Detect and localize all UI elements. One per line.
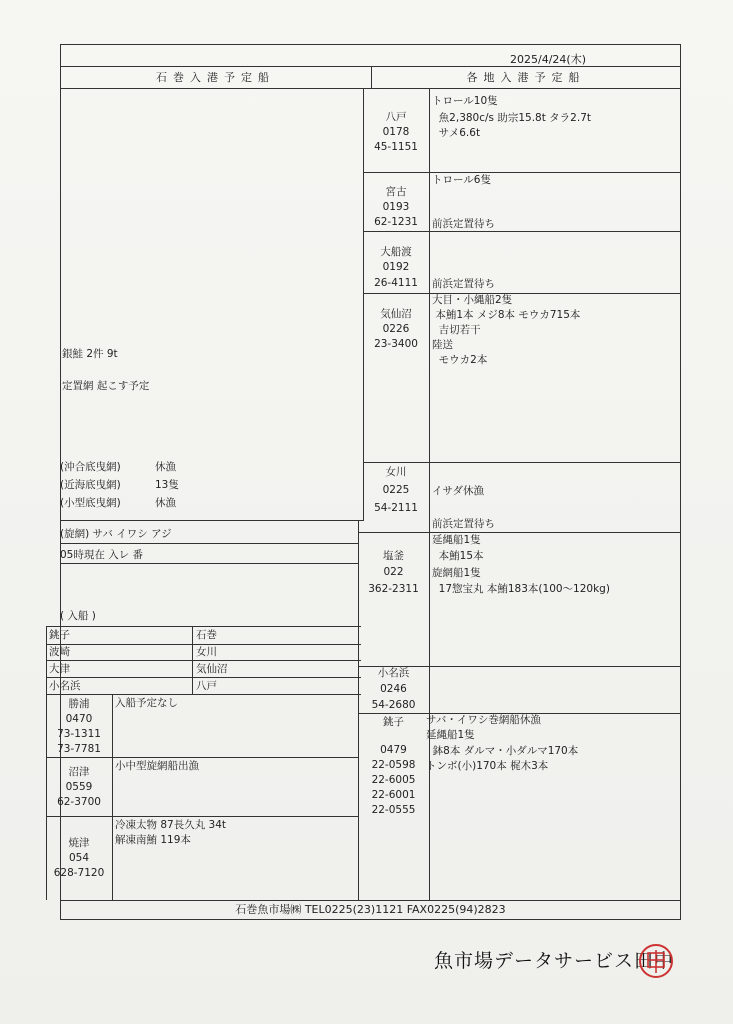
port-note: 小中型旋網船出漁 <box>115 760 199 772</box>
port-tel: 73-1311 <box>57 728 101 740</box>
port-code: 0470 <box>65 713 93 725</box>
port-tel: 22-0555 <box>371 804 416 816</box>
port-code: 0193 <box>382 201 410 213</box>
port-code: 0246 <box>380 683 407 695</box>
port-line: トンボ(小)170本 梶木3本 <box>426 760 549 772</box>
trawl-label: (近海底曳網) <box>60 479 121 491</box>
port-tel: 23-3400 <box>374 338 418 350</box>
rule <box>60 520 364 521</box>
brand-signature: 魚市場データサービス田中 <box>434 950 675 972</box>
nyusen-label: ( 入船 ) <box>60 610 96 622</box>
trawl-label: (沖合底曳網) <box>60 461 121 473</box>
port-line: 延縄船1隻 <box>426 729 475 741</box>
port-code: 0178 <box>382 126 410 138</box>
port-line: 大目・小縄船2隻 <box>432 294 513 306</box>
ports-divider <box>112 694 113 900</box>
rule <box>60 543 359 544</box>
rule <box>46 757 359 758</box>
rule <box>363 172 681 173</box>
port-name: 銚子 <box>383 716 404 728</box>
trawl-status: 休漁 <box>155 497 176 509</box>
rule <box>60 563 359 564</box>
grid-cell: 八戸 <box>196 680 217 692</box>
port-name: 宮古 <box>385 186 407 198</box>
left-header: 石巻入港予定船 <box>156 71 275 84</box>
grid-left-edge <box>46 626 47 694</box>
grid-rule <box>46 677 361 678</box>
grid-divider <box>192 626 193 694</box>
port-name: 沼津 <box>68 766 90 778</box>
grid-cell: 気仙沼 <box>196 663 228 675</box>
port-tel: 22-6001 <box>371 789 416 801</box>
port-tel: 45-1151 <box>374 141 418 153</box>
seal-glyph <box>641 946 671 976</box>
port-tel: 62-1231 <box>374 216 418 228</box>
ginzake-text: 銀鮭 2件 9t <box>62 348 118 360</box>
rule <box>363 293 681 294</box>
grid-rule <box>46 644 361 645</box>
port-note: 入船予定なし <box>115 697 178 709</box>
right-inner-divider <box>429 88 430 900</box>
port-line: 吉切若干 <box>432 324 481 336</box>
grid-rule <box>46 626 361 627</box>
port-name: 気仙沼 <box>380 308 412 320</box>
grid-cell: 波崎 <box>49 646 70 658</box>
port-line: 魚2,380c/s 助宗15.8t タラ2.7t <box>432 112 592 124</box>
port-code: 0559 <box>65 781 93 793</box>
seal-stamp <box>639 944 673 978</box>
teichi-text: 定置網 起こす予定 <box>62 380 150 392</box>
port-line: 本鮪15本 <box>432 550 484 562</box>
port-line: トロール6隻 <box>432 174 491 186</box>
port-line: 17惣宝丸 本鮪183本(100～120kg) <box>432 583 610 595</box>
port-line: 前浜定置待ち <box>432 278 495 290</box>
grid-cell: 大津 <box>49 663 70 675</box>
port-line: サメ6.6t <box>432 127 481 139</box>
port-line: サバ・イワシ巻網船休漁 <box>426 714 541 726</box>
port-code: 0192 <box>382 261 410 273</box>
trawl-status: 休漁 <box>155 461 176 473</box>
port-name: 大船渡 <box>380 246 412 258</box>
grid-cell: 銚子 <box>49 629 70 641</box>
port-code: 022 <box>383 566 404 578</box>
makiami-text: (旋網) サバ イワシ アジ <box>60 528 172 540</box>
trawl-status: 13隻 <box>155 479 179 491</box>
rule <box>363 231 681 232</box>
port-line: 前浜定置待ち <box>432 218 495 230</box>
port-tel: 54-2680 <box>371 699 416 711</box>
port-name: 八戸 <box>385 111 407 123</box>
footer-contact: 石巻魚市場㈱ TEL0225(23)1121 FAX0225(94)2823 <box>235 903 506 916</box>
right-header: 各地入港予定船 <box>466 71 586 84</box>
port-line: モウカ2本 <box>432 354 488 366</box>
port-tel: 22-6005 <box>371 774 416 786</box>
port-line: 鉢8本 ダルマ・小ダルマ170本 <box>426 745 579 757</box>
port-name: 焼津 <box>68 837 90 849</box>
trawl-label: (小型底曳網) <box>60 497 121 509</box>
port-line: 本鮪1本 メジ8本 モウカ715本 <box>432 309 581 321</box>
header-bottom-rule <box>60 88 681 89</box>
port-tel: 628-7120 <box>53 867 105 879</box>
grid-cell: 小名浜 <box>49 680 81 692</box>
rule <box>363 462 681 463</box>
port-name: 小名浜 <box>377 667 410 679</box>
port-line: トロール10隻 <box>432 95 498 107</box>
port-line: 前浜定置待ち <box>432 518 495 530</box>
port-line: 延縄船1隻 <box>432 534 481 546</box>
port-note: 解凍南鮪 119本 <box>115 834 191 846</box>
port-code: 0479 <box>380 744 407 756</box>
port-tel: 22-0598 <box>371 759 416 771</box>
port-tel: 26-4111 <box>374 277 418 289</box>
grid-cell: 女川 <box>196 646 217 658</box>
port-code: 0225 <box>382 484 410 496</box>
port-name: 勝浦 <box>68 698 90 710</box>
grid-rule <box>46 660 361 661</box>
port-tel: 54-2111 <box>374 502 418 514</box>
report-date: 2025/4/24(木) <box>510 53 586 66</box>
port-name: 女川 <box>385 466 407 478</box>
footer-rule <box>60 900 681 901</box>
port-name: 塩釜 <box>383 550 404 562</box>
rule <box>46 816 359 817</box>
port-line: 陸送 <box>432 339 453 351</box>
port-tel: 362-2311 <box>368 583 419 595</box>
grid-rule <box>46 694 361 695</box>
port-line: イサダ休漁 <box>432 485 484 497</box>
port-tel: 62-3700 <box>57 796 101 808</box>
port-code: 0226 <box>382 323 410 335</box>
current-text: 05時現在 入レ 番 <box>60 549 144 561</box>
grid-cell: 石巻 <box>196 629 217 641</box>
rule <box>358 532 681 533</box>
port-tel: 73-7781 <box>57 743 101 755</box>
port-code: 054 <box>68 852 90 864</box>
port-line: 旋網船1隻 <box>432 567 481 579</box>
port-note: 冷凍太物 87長久丸 34t <box>115 819 227 831</box>
